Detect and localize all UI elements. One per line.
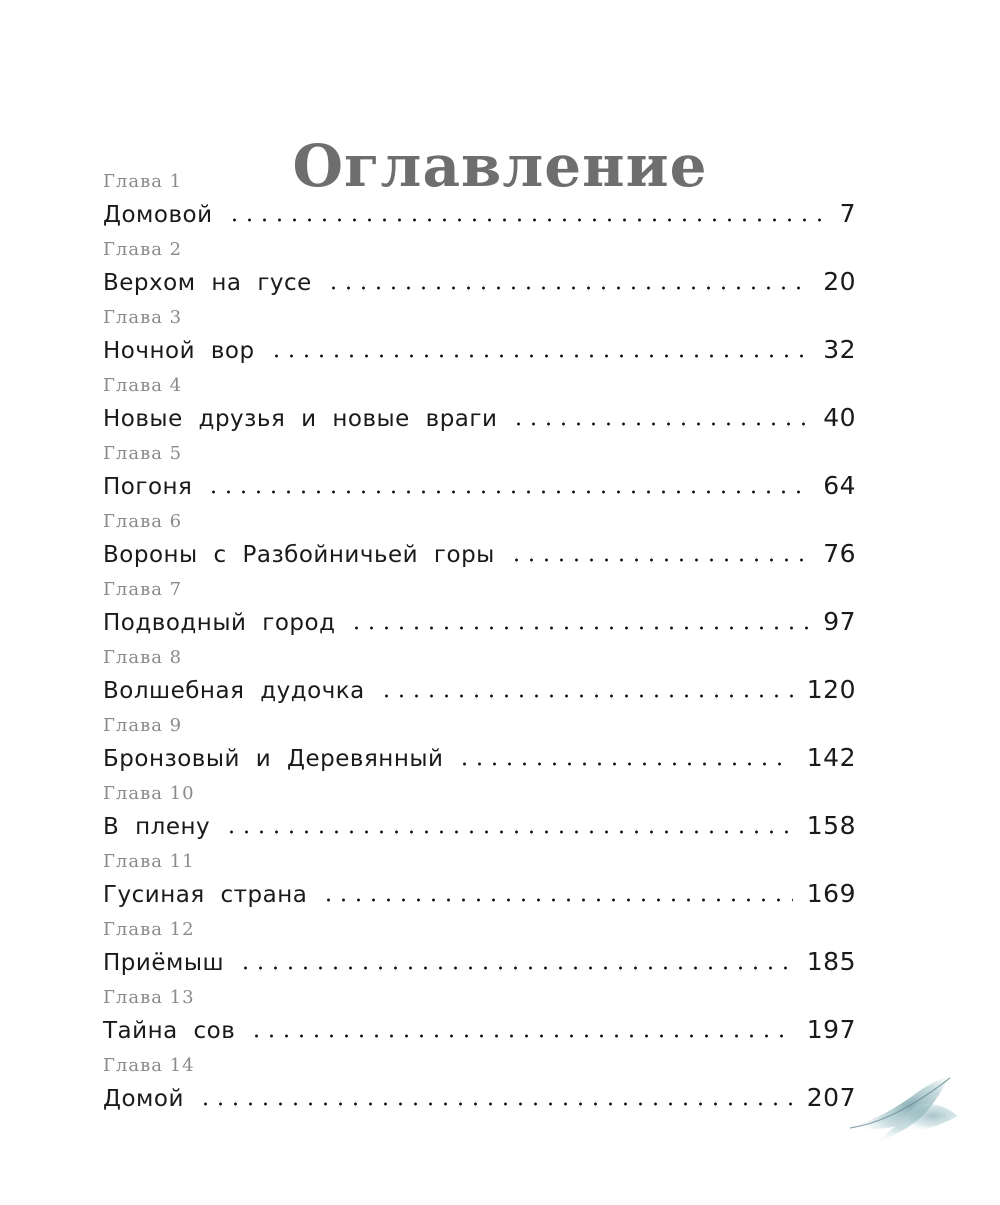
toc-entry[interactable]: [103, 440, 856, 508]
page-number: 97: [823, 607, 856, 636]
feather-icon: [846, 1068, 966, 1158]
toc-entry[interactable]: [103, 1052, 856, 1120]
entry-line: [103, 604, 856, 640]
dot-leader: [379, 694, 793, 698]
chapter-label: Глава 12: [103, 919, 195, 940]
page-number: 64: [823, 471, 856, 500]
toc-entry[interactable]: [103, 644, 856, 712]
page-number: 169: [806, 879, 856, 908]
chapter-label: Глава 11: [103, 851, 195, 872]
entry-title: Тайна сов: [103, 1018, 236, 1044]
chapter-label: Глава 6: [103, 511, 183, 532]
dot-leader: [249, 1034, 792, 1038]
toc-entry[interactable]: [103, 984, 856, 1052]
toc-entry[interactable]: [103, 168, 856, 236]
entry-line: [103, 740, 856, 776]
page-number: 185: [806, 947, 856, 976]
entry-title: Волшебная дудочка: [103, 678, 365, 704]
chapter-label: Глава 13: [103, 987, 195, 1008]
entry-title: Приёмыш: [103, 950, 225, 976]
dot-leader: [457, 762, 792, 766]
page-number: 7: [839, 199, 856, 228]
toc-entry[interactable]: [103, 372, 856, 440]
page-number: 207: [806, 1083, 856, 1112]
entry-title: Погоня: [103, 474, 193, 500]
entry-line: [103, 1012, 856, 1048]
chapter-label: Глава 1: [103, 171, 183, 192]
dot-leader: [321, 898, 792, 902]
dot-leader: [238, 966, 793, 970]
toc-entry[interactable]: [103, 508, 856, 576]
entry-title: Вороны с Разбойничьей горы: [103, 542, 495, 568]
chapter-label: Глава 4: [103, 375, 183, 396]
page-number: 32: [823, 335, 856, 364]
chapter-label: Глава 9: [103, 715, 183, 736]
toc-entry[interactable]: [103, 848, 856, 916]
dot-leader: [206, 490, 809, 494]
entry-title: Бронзовый и Деревянный: [103, 746, 444, 772]
page-title: Оглавление: [292, 131, 708, 200]
chapter-label: Глава 14: [103, 1055, 195, 1076]
page-number: 120: [806, 675, 856, 704]
toc-entry[interactable]: [103, 576, 856, 644]
entry-title: Подводный город: [103, 610, 336, 636]
dot-leader: [326, 286, 809, 290]
dot-leader: [198, 1102, 793, 1106]
entry-line: [103, 400, 856, 436]
dot-leader: [349, 626, 809, 630]
dot-leader: [509, 558, 809, 562]
entry-title: В плену: [103, 814, 211, 840]
entry-line: [103, 264, 856, 300]
chapter-label: Глава 2: [103, 239, 183, 260]
entry-line: [103, 196, 856, 232]
table-of-contents: [103, 168, 856, 1120]
toc-entry[interactable]: [103, 236, 856, 304]
chapter-label: Глава 7: [103, 579, 183, 600]
entry-line: [103, 468, 856, 504]
entry-title: Новые друзья и новые враги: [103, 406, 498, 432]
entry-title: Гусиная страна: [103, 882, 308, 908]
dot-leader: [224, 830, 793, 834]
entry-line: [103, 332, 856, 368]
toc-entry[interactable]: [103, 780, 856, 848]
dot-leader: [227, 218, 826, 222]
page-number: 76: [823, 539, 856, 568]
toc-entry[interactable]: [103, 712, 856, 780]
entry-title: Ночной вор: [103, 338, 255, 364]
dot-leader: [269, 354, 810, 358]
chapter-label: Глава 10: [103, 783, 195, 804]
page-number: 142: [806, 743, 856, 772]
page-number: 158: [806, 811, 856, 840]
entry-line: [103, 808, 856, 844]
chapter-label: Глава 5: [103, 443, 183, 464]
entry-line: [103, 1080, 856, 1116]
dot-leader: [511, 422, 809, 426]
page-number: 197: [806, 1015, 856, 1044]
entry-line: [103, 672, 856, 708]
entry-title: Домой: [103, 1086, 184, 1112]
chapter-label: Глава 3: [103, 307, 183, 328]
entry-line: [103, 876, 856, 912]
toc-entry[interactable]: [103, 916, 856, 984]
toc-entry[interactable]: [103, 304, 856, 372]
entry-line: [103, 536, 856, 572]
entry-title: Верхом на гусе: [103, 270, 312, 296]
entry-title: Домовой: [103, 202, 213, 228]
page-number: 40: [823, 403, 856, 432]
page-number: 20: [823, 267, 856, 296]
entry-line: [103, 944, 856, 980]
chapter-label: Глава 8: [103, 647, 183, 668]
